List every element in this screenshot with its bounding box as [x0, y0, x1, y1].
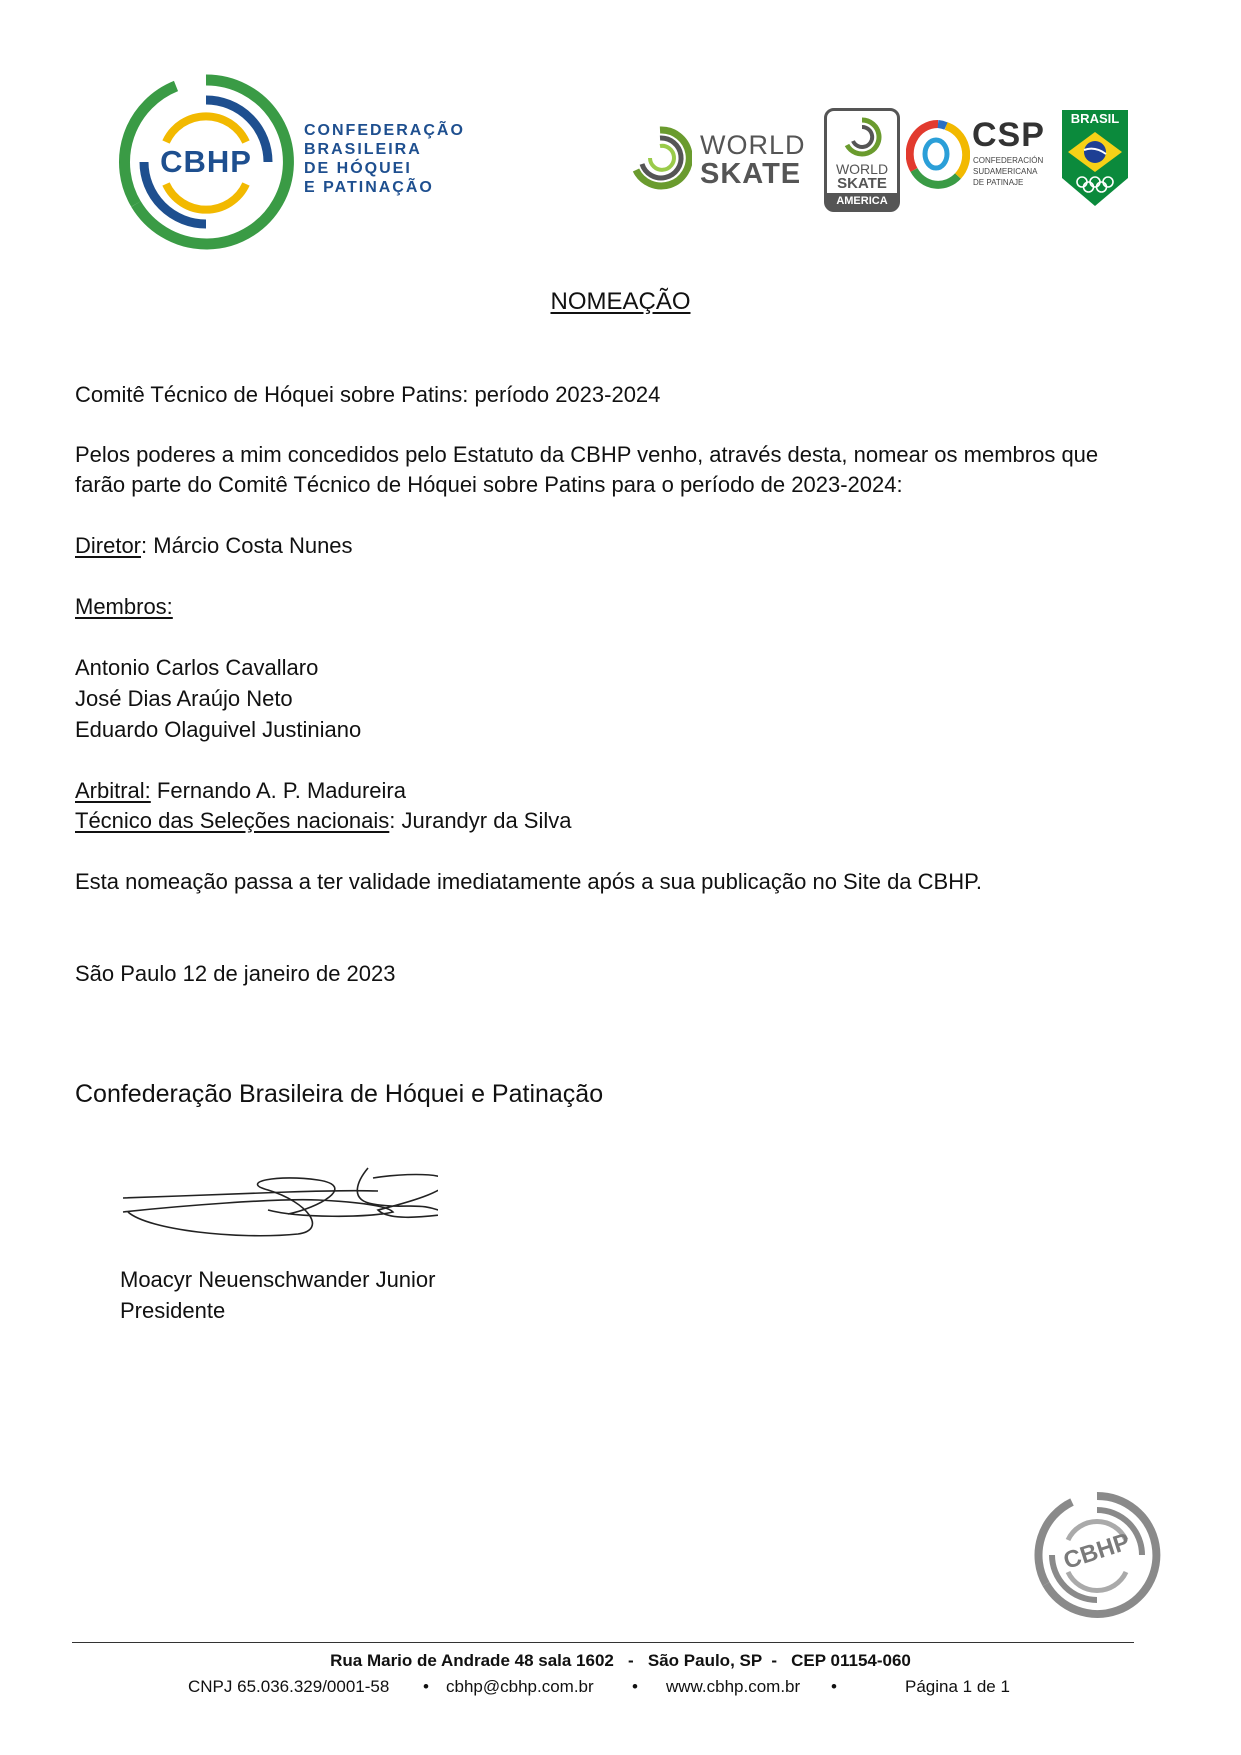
- wsa-line: WORLD: [835, 161, 889, 177]
- intro-paragraph-line: farão parte do Comitê Técnico de Hóquei sobre Patins para o período de 2023-2024:: [75, 472, 903, 497]
- director-line: [75, 530, 353, 561]
- world-skate-emblem: [628, 124, 692, 194]
- director-label: Diretor: [75, 533, 142, 558]
- footer-address: Rua Mario de Andrade 48 sala 1602 - São Paulo, SP - CEP 01154-060: [330, 1651, 911, 1670]
- csp-line: SUDAMERICANA: [973, 167, 1038, 176]
- stamp-text: CBHP: [1060, 1528, 1134, 1575]
- csp-line: CONFEDERACIÓN: [973, 156, 1044, 165]
- csp-line: DE PATINAJE: [973, 178, 1024, 187]
- arbitral-line: [75, 775, 406, 806]
- page-title: NOMEAÇÃO: [550, 288, 691, 315]
- footer-contact-line: [0, 1677, 1241, 1701]
- footer-email-link[interactable]: cbhp@cbhp.com.br: [446, 1677, 594, 1696]
- cbhp-logo-text: [304, 121, 465, 197]
- world-skate-line: WORLD: [700, 130, 806, 160]
- date-line: São Paulo 12 de janeiro de 2023: [75, 961, 396, 986]
- organization-name: Confederação Brasileira de Hóquei e Patinação: [75, 1080, 604, 1108]
- world-skate-line: SKATE: [700, 158, 802, 190]
- members-label: Membros:: [75, 594, 173, 619]
- cbhp-logo-line: E PATINAÇÃO: [304, 179, 434, 196]
- footer-bullet: •: [632, 1677, 638, 1696]
- arbitral-label: Arbitral:: [75, 778, 151, 803]
- tecnico-value: : Jurandyr da Silva: [389, 808, 572, 833]
- footer-divider: [72, 1642, 1134, 1643]
- member-item: Eduardo Olaguivel Justiniano: [75, 717, 362, 742]
- signer-role: Presidente: [120, 1298, 226, 1323]
- director-value: : Márcio Costa Nunes: [141, 533, 353, 558]
- tecnico-line: [75, 805, 572, 836]
- footer-cnpj: CNPJ 65.036.329/0001-58: [188, 1677, 390, 1696]
- footer-bullet: •: [831, 1677, 837, 1696]
- validity-line: Esta nomeação passa a ter validade imediatamente após a sua publicação no Site da CBHP.: [75, 869, 983, 894]
- footer-bullet: •: [423, 1677, 429, 1696]
- arbitral-value: Fernando A. P. Madureira: [150, 778, 406, 803]
- cbhp-logo-line: DE HÓQUEI: [304, 160, 412, 177]
- world-skate-america-emblem: [842, 117, 882, 157]
- signer-name: Moacyr Neuenschwander Junior: [120, 1267, 436, 1292]
- footer-page-number: Página 1 de 1: [905, 1677, 1010, 1696]
- cbhp-logo-line: CONFEDERAÇÃO: [304, 122, 465, 139]
- wsa-line: SKATE: [837, 175, 887, 192]
- wsa-line: AMERICA: [827, 193, 897, 209]
- csp-emblem: [906, 118, 970, 190]
- cbhp-logo-abbr: CBHP: [160, 144, 252, 179]
- csp-logo: [906, 116, 1046, 196]
- brasil-olympic-logo: [1060, 108, 1130, 208]
- cbhp-logo: [116, 72, 476, 252]
- member-item: José Dias Araújo Neto: [75, 686, 293, 711]
- member-item: Antonio Carlos Cavallaro: [75, 655, 319, 680]
- world-skate-logo: [628, 120, 808, 200]
- committee-line: Comitê Técnico de Hóquei sobre Patins: período 2023-2024: [75, 382, 661, 407]
- footer-website-link[interactable]: www.cbhp.com.br: [666, 1677, 801, 1696]
- tecnico-label: Técnico das Seleções nacionais: [75, 808, 390, 833]
- world-skate-america-logo: [824, 108, 900, 212]
- cbhp-logo-line: BRASILEIRA: [304, 141, 422, 158]
- csp-abbr: CSP: [972, 116, 1045, 154]
- brasil-label: BRASIL: [1070, 111, 1120, 126]
- signature-image: [118, 1160, 438, 1250]
- intro-paragraph-line: Pelos poderes a mim concedidos pelo Estatuto da CBHP venho, através desta, nomear os membros que: [75, 442, 1099, 467]
